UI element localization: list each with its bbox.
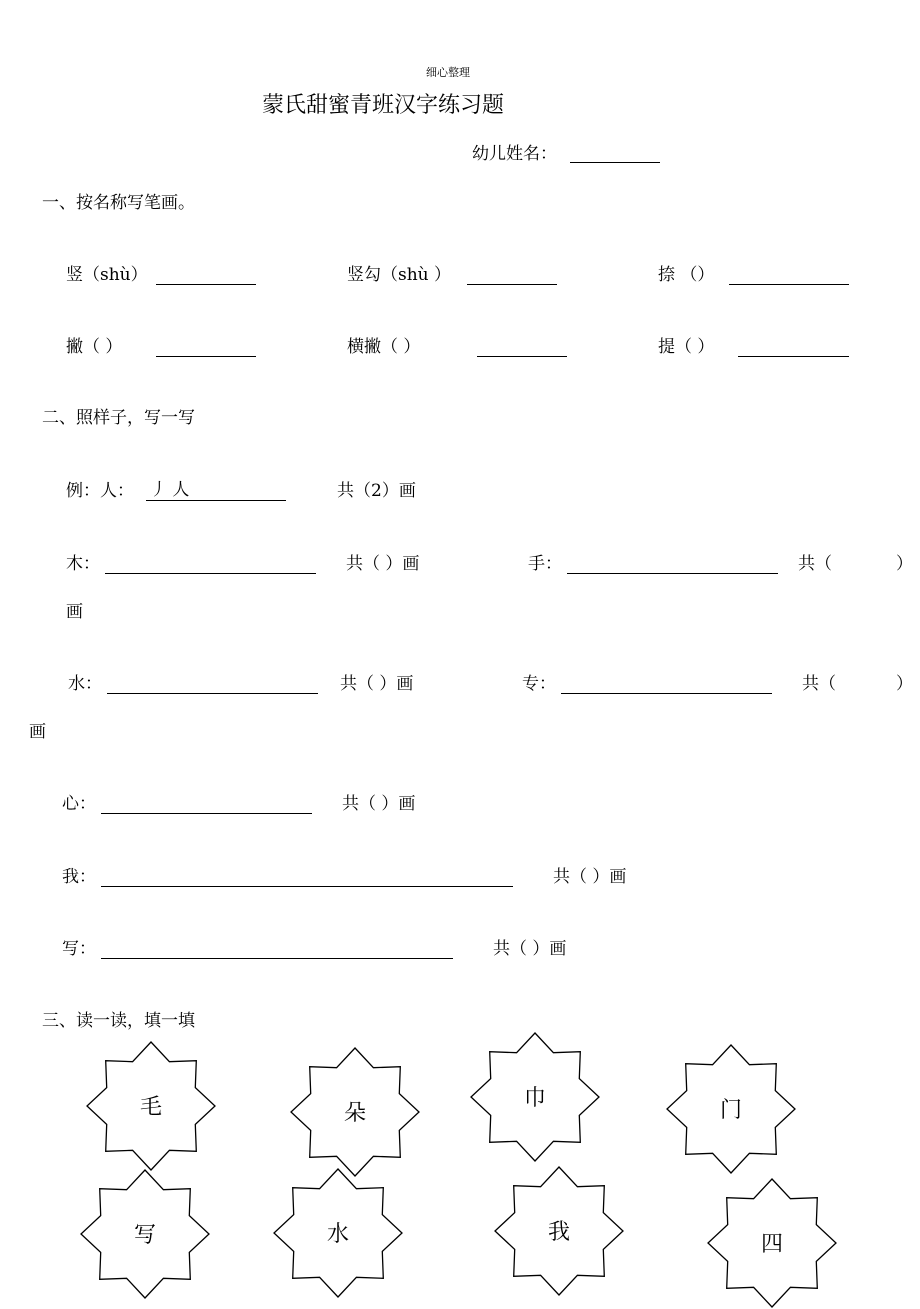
stroke-blank-pie[interactable] bbox=[156, 356, 256, 357]
count-mu: 共（ ）画 bbox=[346, 554, 420, 574]
example-underline bbox=[146, 500, 286, 501]
count-zhuan-open: 共（ bbox=[802, 674, 836, 694]
star-character: 我 bbox=[547, 1220, 571, 1245]
star-card-4 bbox=[665, 1043, 797, 1175]
strokes-blank-wo[interactable] bbox=[101, 886, 513, 887]
star-character: 朵 bbox=[343, 1101, 367, 1126]
stroke-item-hengpie: 横撇（ ） bbox=[347, 337, 421, 357]
count-wo: 共（ ）画 bbox=[553, 867, 627, 887]
stroke-item-pie: 撇（ ） bbox=[66, 337, 123, 357]
star-character: 巾 bbox=[523, 1086, 547, 1111]
page-title: 蒙氏甜蜜青班汉字练习题 bbox=[262, 93, 505, 118]
stroke-item-ti: 提（ ） bbox=[658, 337, 715, 357]
star-card-6 bbox=[272, 1167, 404, 1299]
star-card-8 bbox=[706, 1177, 838, 1309]
char-label-mu: 木： bbox=[66, 554, 100, 574]
stroke-blank-na[interactable] bbox=[729, 284, 849, 285]
star-character: 门 bbox=[719, 1098, 743, 1123]
example-strokes: 丿 人 bbox=[150, 480, 190, 500]
star-card-3 bbox=[469, 1031, 601, 1163]
strokes-blank-zhuan[interactable] bbox=[561, 693, 772, 694]
char-label-xin: 心： bbox=[62, 794, 96, 814]
count-shou-wrap: 画 bbox=[66, 602, 83, 622]
count-zhuan-wrap: 画 bbox=[29, 722, 46, 742]
star-card-5 bbox=[79, 1168, 211, 1300]
char-label-wo: 我： bbox=[62, 867, 96, 887]
count-zhuan-close: ） bbox=[896, 674, 913, 694]
count-shui: 共（ ）画 bbox=[340, 674, 414, 694]
star-card-2 bbox=[289, 1046, 421, 1178]
star-character: 写 bbox=[133, 1223, 157, 1248]
child-name-label: 幼儿姓名： bbox=[472, 144, 557, 164]
child-name-blank[interactable] bbox=[570, 162, 660, 163]
star-character: 四 bbox=[760, 1232, 784, 1257]
strokes-blank-xin[interactable] bbox=[101, 813, 312, 814]
strokes-blank-shou[interactable] bbox=[567, 573, 778, 574]
stroke-blank-shu[interactable] bbox=[156, 284, 256, 285]
stroke-item-shu: 竖（shù） bbox=[66, 265, 148, 285]
section3-heading: 三、读一读，填一填 bbox=[42, 1011, 195, 1031]
star-card-7 bbox=[493, 1165, 625, 1297]
star-character: 毛 bbox=[139, 1095, 163, 1120]
section2-heading: 二、照样子，写一写 bbox=[42, 408, 195, 428]
page-header: 细心整理 bbox=[426, 66, 470, 79]
count-shou-open: 共（ bbox=[798, 554, 832, 574]
stroke-item-na: 捺 （） bbox=[658, 265, 715, 285]
star-character: 水 bbox=[326, 1222, 350, 1247]
char-label-xie: 写： bbox=[62, 939, 96, 959]
stroke-blank-ti[interactable] bbox=[738, 356, 849, 357]
count-shou-close: ） bbox=[896, 554, 913, 574]
section1-heading: 一、按名称写笔画。 bbox=[42, 193, 195, 213]
count-xin: 共（ ）画 bbox=[342, 794, 416, 814]
char-label-shou: 手： bbox=[528, 554, 562, 574]
char-label-shui: 水： bbox=[68, 674, 102, 694]
stroke-blank-hengpie[interactable] bbox=[477, 356, 567, 357]
stroke-blank-shugou[interactable] bbox=[467, 284, 557, 285]
example-count: 共（2）画 bbox=[337, 481, 416, 501]
strokes-blank-xie[interactable] bbox=[101, 958, 453, 959]
strokes-blank-mu[interactable] bbox=[105, 573, 316, 574]
count-xie: 共（ ）画 bbox=[493, 939, 567, 959]
char-label-zhuan: 专： bbox=[522, 674, 556, 694]
star-card-1 bbox=[85, 1040, 217, 1172]
strokes-blank-shui[interactable] bbox=[107, 693, 318, 694]
stroke-item-shugou: 竖勾（shù ） bbox=[347, 265, 452, 285]
example-label: 例：人： bbox=[66, 481, 134, 501]
